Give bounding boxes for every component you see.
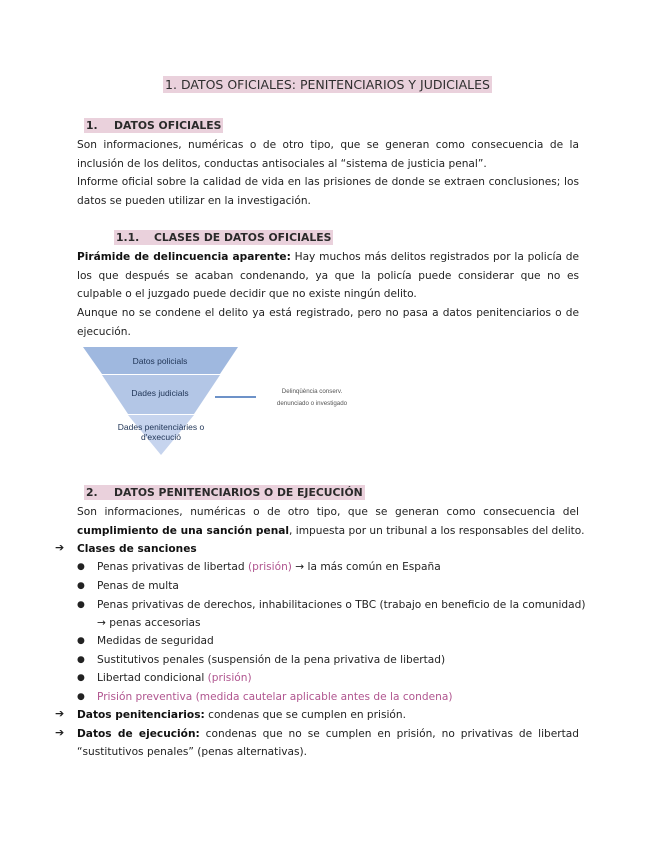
paragraph-aunque: Aunque no se condene el delito ya está registrado, pero no pasa a datos penitenciarios o de ejecución. [77, 307, 579, 338]
bullet-icon: ● [77, 655, 85, 665]
list-item: Libertad condicional (prisión) [97, 672, 252, 684]
arrow-icon: ➔ [55, 541, 65, 554]
arrow-icon: ➔ [55, 707, 65, 720]
list-item: Prisión preventiva (medida cautelar aplicable antes de la condena) [97, 691, 453, 703]
list-item: Medidas de seguridad [97, 635, 214, 647]
bullet-icon: ● [77, 636, 85, 646]
label-level3b: d'execució [141, 432, 181, 442]
bullet-icon: ● [77, 581, 85, 591]
bullet-icon: ● [77, 673, 85, 683]
list-item: Sustitutivos penales (suspensión de la pena privativa de libertad) [97, 654, 446, 666]
clases-label: Clases de sanciones [77, 543, 197, 555]
datos-penitenciarios-line: Datos penitenciarios: condenas que se cumplen en prisión. [77, 709, 406, 721]
paragraph-piramide: Pirámide de delincuencia aparente: Hay muchos más delitos registrados por la policía de los que después se acaban condenando, ya que la policía puede considerar que no es culpable o el juzgado puede decidir que no existe ningún delito. [77, 251, 579, 301]
section-heading-datos-oficiales: 1. DATOS OFICIALES [86, 119, 222, 132]
bold-lead: Pirámide de delincuencia aparente: [77, 251, 291, 263]
arrow-icon: ➔ [55, 726, 65, 739]
paragraph-s2-line2: cumplimiento de una sanción penal, impuesta por un tribunal a los responsables del delito. [77, 525, 585, 537]
datos-ejecucion-line2: “sustitutivos penales” (penas alternativas). [77, 746, 308, 758]
list-item: Penas de multa [97, 580, 179, 592]
list-item: Penas privativas de libertad (prisión) → la más común en España [97, 561, 441, 573]
label-level2: Dades judicials [131, 388, 189, 398]
label-level1: Datos policials [132, 356, 188, 366]
subsection-heading-clases: 1.1. CLASES DE DATOS OFICIALES [116, 231, 332, 244]
inverted-pyramid-diagram [80, 345, 380, 457]
bullet-icon: ● [77, 600, 85, 610]
side-label-b: denunciado o investigado [276, 400, 348, 407]
paragraph-informe: Informe oficial sobre la calidad de vida en las prisiones de donde se extraen conclusiones; los datos se pueden utilizar en la investigación. [77, 176, 579, 207]
list-item: Penas privativas de derechos, inhabilitaciones o TBC (trabajo en beneficio de la comunidad) [97, 599, 586, 611]
datos-ejecucion-line1: Datos de ejecución: condenas que no se cumplen en prisión, no privativas de libertad [77, 728, 579, 740]
paragraph-s2-line1: Son informaciones, numéricas o de otro tipo, que se generan como consecuencia del [77, 506, 579, 518]
section-heading-penitenciarios: 2. DATOS PENITENCIARIOS O DE EJECUCIÓN [86, 486, 363, 499]
paragraph-definition: Son informaciones, numéricas o de otro tipo, que se generan como consecuencia de la inclusión de los delitos, conductas antisociales al “sistema de justicia penal”. [77, 139, 579, 170]
bullet-icon: ● [77, 562, 85, 572]
page-title: 1. DATOS OFICIALES: PENITENCIARIOS Y JUDICIALES [165, 77, 490, 92]
bullet-icon: ● [77, 692, 85, 702]
list-item-continuation: → penas accesorias [97, 617, 201, 629]
side-label-a: Delinqüència conserv. [281, 388, 343, 395]
label-level3a: Dades penitenciàries o [117, 422, 205, 432]
